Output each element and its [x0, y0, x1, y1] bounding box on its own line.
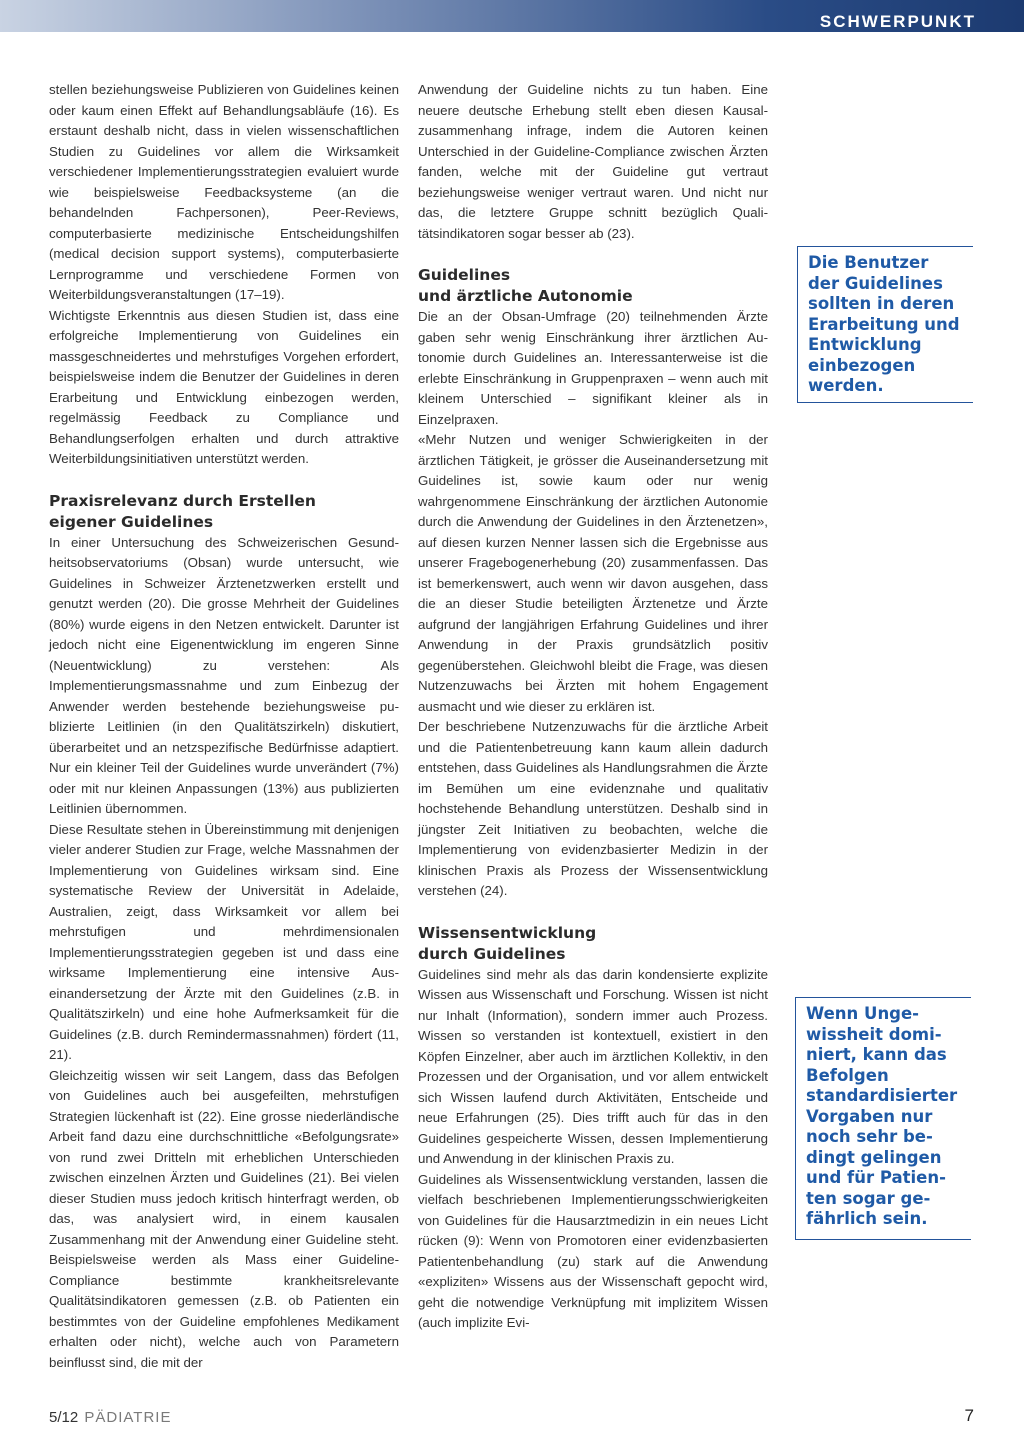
page-number: 7: [964, 1406, 974, 1425]
pullquote-1: Die Benutzer der Guidelines sollten in deren Erarbeitung und Entwicklung einbezogen werden.: [797, 246, 973, 403]
footer-issue: [49, 1409, 171, 1426]
left-column: [49, 80, 399, 1373]
paragraph: «Mehr Nutzen und weniger Schwierigkeiten in der ärztlichen Tätigkeit, je grösser die Auseinandersetzung mit Guidelines ist, sowie kaum oder nur wenig wahrgenommene Einschränkung der ärztlichen Autonomie durch die Anwendung der Guidelines in den Ärztenetzen», auf diesen kurzen Nenner lassen sich die Ergebnisse aus unserer Fragebogenerhebung (20) zusammenfassen. Das ist bemerkenswert, auch wenn wir davon ausgehen, dass die an dieser Studie beteiligten Ärztenetze und Ärzte aufgrund der langjährigen Erfahrung Guidelines und ihrer Anwendung in der Praxis grundsätzlich positiv gegenüberstehen. Gleichwohl bleibt die Frage, was diesen Nutzenzuwachs bei Ärzten mit hohem Engagement ausmacht und wie dieser zu erklären ist.: [418, 432, 768, 714]
header-bar: [0, 0, 1024, 32]
magazine-name: PÄDIATRIE: [84, 1409, 172, 1426]
issue-number: 5/12: [49, 1409, 79, 1426]
paragraph: Diese Resultate stehen in Übereinstimmung mit denjenigen vieler anderer Studien zur Frage, welche Massnahmen der Implementierung von Guidelines wirksam sind. Eine systematische Review der Universität in Adelaide, Australien, zeigt, dass Wirksamkeit vor allem bei mehrstufigen und mehrdimensionalen Implementierungsstrategien gegeben ist und dass eine wirksame Implementierung eine intensive Auseinandersetzung der Ärzte mit den Guidelines (z.B. in Qualitätszirkeln) und eine hohe Aufmerksamkeit für die Guidelines (z.B. durch Remindermassnahmen) fördert (11, 21).: [49, 821, 399, 1062]
paragraph: Die an der Obsan-Umfrage (20) teilnehmenden Ärzte gaben sehr wenig Einschränkung ihrer ärztlichen Autonomie durch Guidelines an. Interessanterweise ist die erlebte Einschränkung in Gruppenpraxen – wenn auch mit kleinem Unterschied – signifikant kleiner als in Einzelpraxen.: [418, 309, 768, 427]
paragraph: Gleichzeitig wissen wir seit Langem, dass das Befolgen von Guidelines auch bei ausgefeilten, mehrstufigen Strategien lückenhaft ist (22). Eine grosse niederländische Arbeit fand dazu eine durchschnittliche «Befolgungsrate» von rund zwei Dritteln mit erheblichen Unterschieden zwischen einzelnen Ärzten und Guidelines (21). Bei vielen dieser Studien muss jedoch kritisch hinterfragt werden, ob das, was analysiert wird, in einem kausalen Zusammenhang mit der Anwendung einer Guideline steht. Beispielsweise werden als Mass einer Guideline-Compliance bestimmte krankheitsrelevante Qualitätsindikatoren gemessen (z.B. ob Patienten ein bestimmtes von der Guideline empfohlenes Medikament erhalten oder nicht), welche auch von Parametern beinflusst sind, die mit der: [49, 1067, 399, 1370]
section-heading: Guidelines und ärztliche Autonomie: [418, 266, 633, 305]
section-heading: Praxisrelevanz durch Erstellen eigener Guidelines: [49, 491, 316, 531]
paragraph: Wichtigste Erkenntnis aus diesen Studien ist, dass eine erfolgreiche Implementierung von Guidelines ein massgeschneidertes und mehrstufiges Vorgehen erfordert, beispielsweise indem die Benutzer der Guidelines in deren Erarbeitung und Entwicklung einbezogen werden, regelmässig Feedback zu Compliance und Behandlungserfolgen erhalten und durch attraktive Weiterbildungsinitiativen unterstützt werden.: [49, 307, 399, 466]
middle-column: [418, 80, 768, 1334]
paragraph: stellen beziehungsweise Publizieren von Guidelines keinen oder kaum einen Effekt auf Behandlungsabläufe (16). Es erstaunt deshalb nicht, dass in vielen wissenschaftlichen Studien zu Guidelines vor allem die Wirksamkeit verschiedener Implementierungsstrategien evaluiert wurde wie beispielsweise Feedbacksysteme (an die behandelnden Fachpersonen), Peer-Reviews, computerbasierte medizinische Entscheidungshilfen (medical decision support systems), computerbasierte Lernprogramme und verschiedene Formen von Weiterbildungsveranstaltungen (17–19).: [49, 82, 399, 302]
section-label: SCHWERPUNKT: [819, 12, 976, 31]
paragraph: In einer Untersuchung des Schweizerischen Gesundheitsobservatoriums (Obsan) wurde untersucht, wie Guidelines in Schweizer Ärztenetzwerken erstellt und genutzt werden (20). Die grosse Mehrheit der Guidelines (80%) wurde eigens in den Netzen entwickelt. Darunter ist jedoch nicht eine Eigenentwicklung im engeren Sinne (Neuentwicklung) zu verstehen: Als Implementierungsmassnahme und zum Einbezug der Anwender werden bestehende beziehungsweise publizierte Leitlinien (in den Qualitätszirkeln) diskutiert, überarbeitet und an netzspezifische Bedürfnisse adaptiert. Nur ein kleiner Teil der Guidelines wurde unverändert (7%) oder mit nur kleinen Anpassungen (13%) aus publizierten Leitlinien übernommen.: [49, 534, 399, 816]
paragraph: Der beschriebene Nutzenzuwachs für die ärztliche Arbeit und die Patientenbetreuung kann kaum allein dadurch entstehen, dass Guidelines als Handlungsrahmen die Ärzte im Bemühen um eine evidenznahe und qualitativ hochstehende Behandlung unterstützen. Deshalb sind in jüngster Zeit Initiativen zu beobachten, welche die Implementierung von evidenzbasierter Medizin in der klinischen Praxis als Prozess der Wissensentwicklung verstehen (24).: [418, 719, 768, 898]
paragraph: Guidelines sind mehr als das darin kondensierte explizite Wissen aus Wissenschaft und Forschung. Wissen ist nicht nur Inhalt (Information), sondern immer auch Prozess. Wissen so verstanden ist kontextuell, existiert in den Köpfen Einzelner, aber auch im ärztlichen Kollektiv, in den Prozessen und der Organisation, und vor allem entwickelt sich Wissen laufend durch Aktivitäten, Entscheide und neue Erfahrungen (25). Dies trifft auch für das in den Guidelines gespeicherte Wissen, dessen Implementierung und Anwendung in der klinischen Praxis zu.: [418, 966, 768, 1166]
pullquote-2: Wenn Unge- wissheit domi- niert, kann das Befolgen standardisierter Vorgaben nur noch sehr be- dingt gelingen und für Patien- ten sogar ge- fährlich sein.: [795, 997, 971, 1240]
paragraph: Guidelines als Wissensentwicklung verstanden, lassen die vielfach beschriebenen Implementierungsschwierigkeiten von Guidelines für die Hausarztmedizin in ein neues Licht rücken (9): Wenn von Promotoren einer evidenzbasierten Patientenbehandlung (zu) stark auf die Anwendung «expliziten» Wissens aus der Wissenschaft gepocht wird, geht die notwendige Verknüpfung mit implizitem Wissen (auch implizite Evi-: [418, 1171, 768, 1330]
paragraph: Anwendung der Guideline nichts zu tun haben. Eine neuere deutsche Erhebung stellt eben diesen Kausalzusammenhang infrage, indem die Autoren keinen Unterschied in der Guideline-Compliance zwischen Ärzten fanden, welche mit der Guideline gut vertraut beziehungsweise weniger vertraut waren. Und nicht nur das, die letztere Gruppe schnitt bezüglich Qualitätsindikatoren sogar besser ab (23).: [418, 82, 768, 241]
section-heading: Wissensentwicklung durch Guidelines: [418, 923, 597, 963]
